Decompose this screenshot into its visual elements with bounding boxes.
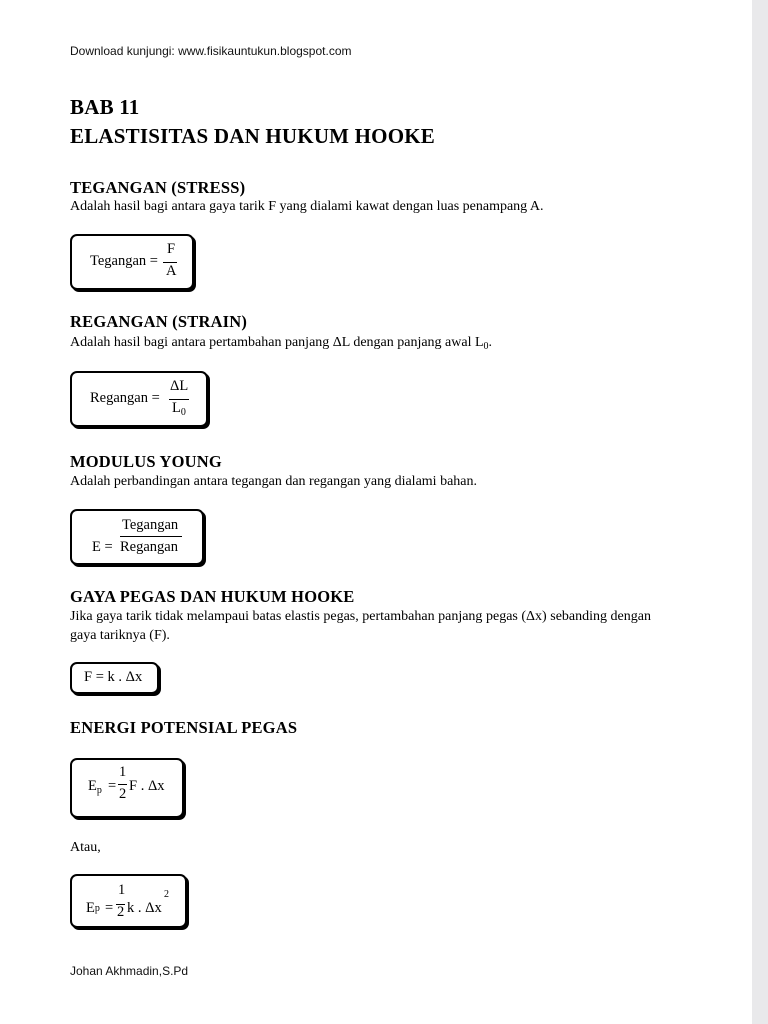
text-strain-sub: 0 — [483, 341, 489, 352]
text-stress: Adalah hasil bagi antara gaya tarik F yang dialami kawat dengan luas penampang A. — [70, 199, 544, 214]
formula-strain-num: ΔL — [170, 378, 189, 394]
formula-energy1-rest: F . Δx — [129, 778, 165, 794]
text-strain-main: Adalah hasil bagi antara pertambahan panjang ΔL dengan panjang awal L — [70, 335, 484, 350]
text-hooke: Jika gaya tarik tidak melampaui batas elastis pegas, pertambahan panjang pegas (Δx) sebanding dengan gaya tariknya (F). — [70, 609, 651, 643]
formula-box-young — [70, 509, 204, 565]
formula-energy1-lhs: $E_p$ — [88, 778, 102, 796]
heading-hooke: GAYA PEGAS DAN HUKUM HOOKE — [70, 587, 355, 606]
heading-energy: ENERGI POTENSIAL PEGAS — [70, 718, 298, 737]
page-header: Download kunjungi: www.fisikauntukun.blogspot.com — [70, 44, 352, 58]
text-strain-end: . — [488, 335, 493, 350]
formula-energy1-eq: = — [108, 778, 117, 794]
formula-energy1-num: 1 — [119, 764, 127, 780]
formula-young-den: Regangan — [120, 539, 178, 555]
formula-strain-lhs: Regangan = — [90, 390, 160, 406]
formula-box-strain — [70, 371, 208, 427]
formula-energy2-lhs: Ep — [86, 900, 100, 916]
formula-hooke: F = k . Δx — [84, 669, 143, 685]
formula-box-stress — [70, 234, 194, 290]
fraction-bar — [118, 784, 127, 785]
formula-strain-den: $L_0$ — [172, 400, 186, 418]
text-strain — [70, 333, 651, 353]
heading-strain: REGANGAN (STRAIN) — [70, 312, 248, 331]
chapter-title: ELASTISITAS DAN HUKUM HOOKE — [70, 124, 435, 148]
formula-stress-den: A — [166, 263, 177, 279]
page-footer: Johan Akhmadin,S.Pd — [70, 964, 189, 978]
connector-text: Atau, — [70, 840, 101, 855]
formula-energy2-den: 2 — [117, 904, 125, 920]
text-young: Adalah perbandingan antara tegangan dan regangan yang dialami bahan. — [70, 474, 477, 489]
heading-stress: TEGANGAN (STRESS) — [70, 178, 246, 197]
formula-energy2-eq: = — [105, 900, 114, 916]
formula-energy2-rest: k . Δx — [127, 900, 162, 916]
formula-young-lhs: E = — [92, 539, 113, 555]
formula-energy2-num: 1 — [118, 882, 126, 898]
formula-energy2-exp: 2 — [164, 889, 169, 900]
formula-box-energy-1 — [70, 758, 184, 818]
formula-energy1-den: 2 — [119, 786, 127, 802]
fraction-bar — [120, 536, 182, 537]
formula-young-num: Tegangan — [122, 517, 179, 533]
formula-stress-num: F — [167, 241, 176, 257]
formula-stress-lhs: Tegangan = — [90, 253, 158, 269]
formula-box-energy-2 — [70, 874, 187, 928]
chapter-number: BAB 11 — [70, 95, 140, 119]
heading-young: MODULUS YOUNG — [70, 452, 222, 471]
formula-box-hooke — [70, 662, 159, 694]
